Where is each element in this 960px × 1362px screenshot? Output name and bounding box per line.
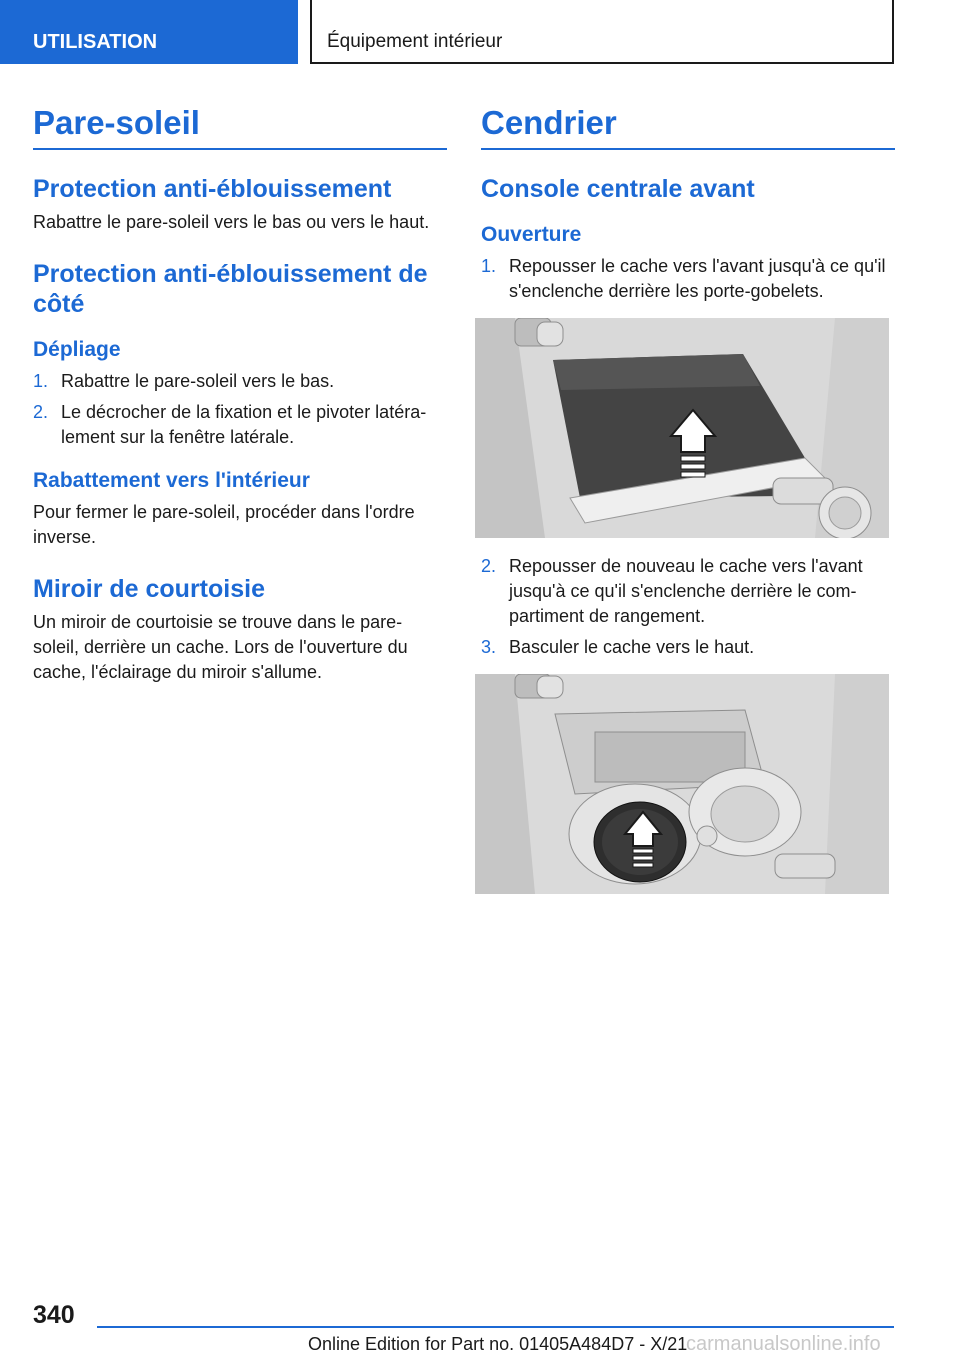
step-number: 1. (33, 371, 49, 391)
unfold-heading: Dépliage (33, 338, 121, 361)
step-text: Le décrocher de la fixation et le pivoter latéralement sur la fenêtre latérale. (61, 402, 427, 447)
footer-divider (97, 1326, 894, 1328)
step-number: 1. (481, 256, 497, 276)
ashtray-title: Cendrier (481, 100, 895, 150)
section-tab (0, 0, 298, 64)
glare-text: Rabattre le pare-soleil vers le bas ou vers le haut. (33, 212, 430, 232)
page-number: 340 (33, 1301, 75, 1329)
side-glare-heading: Protection anti-éblouissement de côté (33, 260, 428, 318)
console-heading: Console centrale avant (481, 175, 755, 203)
step-text: Rabattre le pare-soleil vers le bas. (61, 371, 335, 391)
step-number: 2. (33, 402, 49, 422)
unfold-steps (33, 369, 447, 450)
list-item (481, 254, 895, 304)
right-column (481, 100, 895, 910)
mirror-text: Un miroir de courtoisie se trouve dans le pare-soleil, derrière un cache. Lors de l'ouverture du cache, l'éclairage du miroir s'allume. (33, 612, 408, 682)
list-item (33, 400, 447, 450)
chapter-header (310, 0, 894, 64)
edition-text: Online Edition for Part no. 01405A484D7 - X/21 (308, 1334, 688, 1354)
left-column (33, 100, 447, 685)
watermark: carmanualsonline.info (686, 1333, 881, 1355)
console-cover-illustration (475, 318, 889, 538)
section-label: UTILISATION (33, 31, 158, 53)
step-text: Repousser de nouveau le cache vers l'avant jusqu'à ce qu'il s'enclenche derrière le compartiment de rangement. (509, 556, 863, 626)
mirror-heading: Miroir de courtoisie (33, 575, 265, 603)
list-item (33, 369, 447, 394)
step-text: Basculer le cache vers le haut. (509, 637, 755, 657)
opening-steps-2 (481, 554, 895, 660)
step-number: 3. (481, 637, 497, 657)
chapter-label: Équipement intérieur (327, 31, 503, 52)
fold-text: Pour fermer le pare-soleil, procéder dans l'ordre inverse. (33, 502, 415, 547)
glare-heading: Protection anti-éblouissement (33, 175, 392, 203)
sun-visor-title: Pare-soleil (33, 100, 447, 150)
ashtray-tilt-illustration (475, 674, 889, 894)
opening-steps-1 (481, 254, 895, 304)
list-item (481, 635, 895, 660)
opening-heading: Ouverture (481, 223, 582, 246)
list-item (481, 554, 895, 629)
fold-heading: Rabattement vers l'intérieur (33, 469, 310, 492)
step-number: 2. (481, 556, 497, 576)
step-text: Repousser le cache vers l'avant jusqu'à ce qu'il s'enclenche derrière les porte-gobelets. (509, 256, 886, 301)
